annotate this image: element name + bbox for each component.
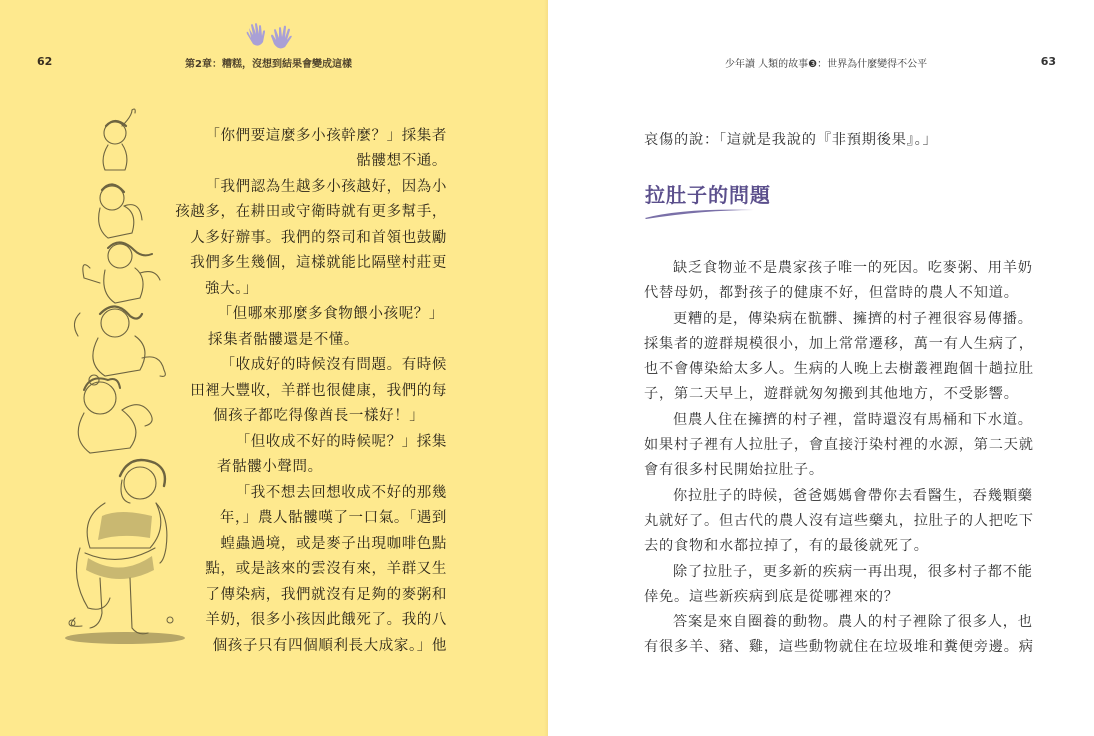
text-line: 倖免。這些新疾病到底是從哪裡來的？ <box>644 588 899 605</box>
text-line: 會有很多村民開始拉肚子。 <box>644 462 824 479</box>
page-number: 63 <box>1040 55 1056 68</box>
text-line: 「但收成不好的時候呢？」採集 <box>235 434 447 450</box>
section-body-text <box>644 256 1044 661</box>
text-line: 代替母奶，都對孩子的健康不好，但當時的農人不知道。 <box>644 285 1019 302</box>
text-line: 人多好辦事。我們的祭司和首領也鼓勵 <box>190 230 447 246</box>
text-line: 「但哪來那麼多食物餵小孩呢？」 <box>217 306 444 322</box>
text-line: 點，或是該來的雲沒有來，羊群又生 <box>205 561 447 577</box>
text-line: 「我不想去回想收成不好的那幾 <box>235 485 447 501</box>
continuation-text <box>644 128 1044 153</box>
text-line: 除了拉肚子，更多新的疾病一再出現，很多村子都不能 <box>673 563 1033 580</box>
text-line: 更糟的是，傳染病在骯髒、擁擠的村子裡很容易傳播。 <box>673 310 1033 327</box>
stacked-children-illustration <box>60 108 190 653</box>
text-line: 也不會傳染給太多人。生病的人晚上去樹叢裡跑個十趟拉肚 <box>644 361 1034 378</box>
text-line: 年，」農人骷髏嘆了一口氣。「遇到 <box>219 510 447 526</box>
text-line: 骷髏想不通。 <box>356 153 447 169</box>
text-line: 「你們要這麼多小孩幹麼？」採集者 <box>205 128 447 144</box>
section-title: 拉肚子的問題 <box>645 183 771 207</box>
text-line: 我們多生幾個，這樣就能比隔壁村莊更 <box>190 255 447 271</box>
text-line: 「收成好的時候沒有問題。有時候 <box>220 357 447 373</box>
text-line: 個孩子只有四個順利長大成家。」他 <box>212 638 447 654</box>
text-line: 但農人住在擁擠的村子裡，當時還沒有馬桶和下水道。 <box>673 411 1033 428</box>
text-line: 哀傷的說：「這就是我說的『非預期後果』。」 <box>644 132 938 148</box>
text-line: 缺乏食物並不是農家孩子唯一的死因。吃麥粥、用羊奶 <box>673 260 1033 276</box>
right-page <box>548 0 1094 736</box>
text-line: 蝗蟲過境，或是麥子出現咖啡色點 <box>220 536 447 552</box>
page-number: 62 <box>37 55 53 68</box>
text-line: 採集者的遊群規模很小，加上常常遷移，萬一有人生病了， <box>644 335 1034 352</box>
text-line: 孩越多，在耕田或守衛時就有更多幫手， <box>175 204 447 220</box>
text-line: 了傳染病，我們就沒有足夠的麥粥和 <box>205 587 447 603</box>
hands-icon <box>245 22 295 52</box>
text-line: 「我們認為生越多小孩越好，因為小 <box>205 179 447 195</box>
text-line: 如果村子裡有人拉肚子，會直接汙染村裡的水源，第二天就 <box>644 437 1034 454</box>
text-line: 丸就好了。但古代的農人沒有這些藥丸，拉肚子的人把吃下 <box>644 512 1034 529</box>
text-line: 個孩子都吃得像酋長一樣好！」 <box>213 408 425 424</box>
book-running-head: 少年讀 人類的故事❸：世界為什麼變得不公平 <box>725 59 928 70</box>
text-line: 有很多羊、豬、雞，這些動物就住在垃圾堆和糞便旁邊。病 <box>644 639 1034 656</box>
text-line: 羊奶，很多小孩因此餓死了。我的八 <box>205 612 447 628</box>
text-line: 者骷髏小聲問。 <box>217 459 323 475</box>
text-line: 你拉肚子的時候，爸爸媽媽會帶你去看醫生，吞幾顆藥 <box>673 487 1033 504</box>
text-line: 答案是來自圈養的動物。農人的村子裡除了很多人，也 <box>673 614 1033 631</box>
text-line: 田裡大豐收，羊群也很健康，我們的每 <box>190 383 447 399</box>
chapter-running-head: 第2章：糟糕，沒想到結果會變成這樣 <box>185 59 352 70</box>
text-line: 強大。」 <box>205 281 259 297</box>
title-underline-swash <box>644 206 756 220</box>
text-line: 採集者骷髏還是不懂。 <box>208 332 359 348</box>
text-line: 子，第二天早上，遊群就匆匆搬到其他地方，不受影響。 <box>644 386 1019 403</box>
text-line: 去的食物和水都拉掉了，有的最後就死了。 <box>644 538 929 555</box>
